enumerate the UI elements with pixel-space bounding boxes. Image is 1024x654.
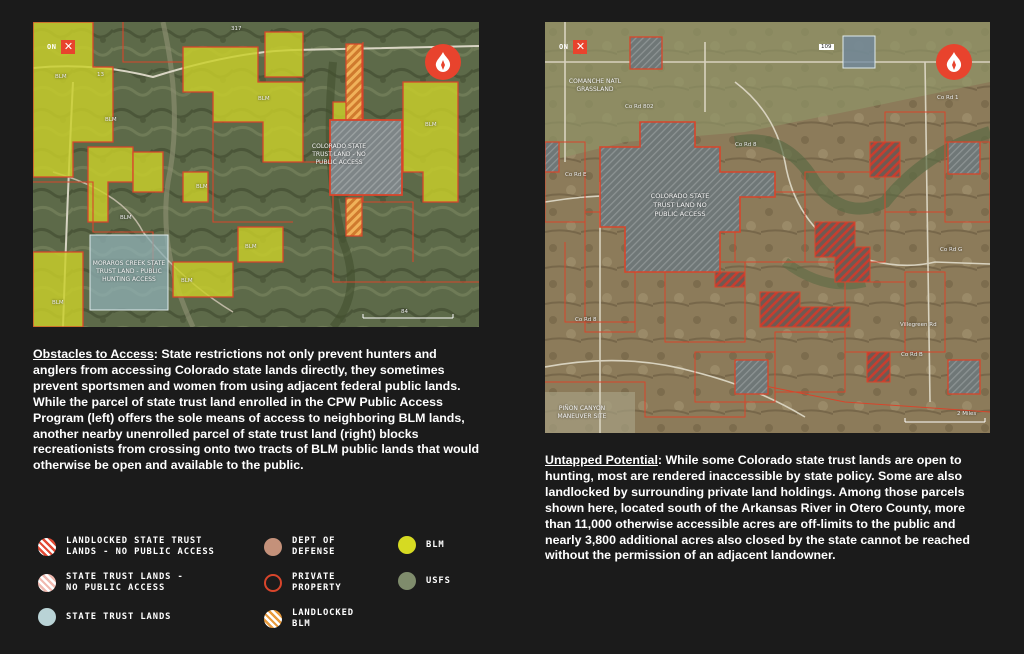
area-label-maneuver-site: PIÑON CANYON MANEUVER SITE bbox=[557, 405, 607, 421]
scale-label: 84 bbox=[401, 309, 408, 315]
legend-label: LANDLOCKED BLM bbox=[292, 608, 354, 629]
road-label: Co Rd 8 bbox=[735, 142, 757, 148]
caption-left bbox=[33, 347, 483, 474]
on-label: ON bbox=[559, 43, 569, 51]
on-badge[interactable] bbox=[559, 40, 587, 54]
blm-label: BLM bbox=[120, 215, 132, 221]
legend-item-state-trust bbox=[38, 608, 171, 626]
blm-label: BLM bbox=[258, 96, 270, 102]
on-badge[interactable] bbox=[47, 40, 75, 54]
caption-title: Untapped Potential bbox=[545, 453, 658, 467]
legend-label: BLM bbox=[426, 539, 445, 550]
solid-swatch-icon bbox=[398, 536, 416, 554]
legend-item-dept-of-defense bbox=[264, 536, 335, 557]
road-label: Co Rd G bbox=[940, 247, 963, 253]
blm-label: BLM bbox=[245, 244, 257, 250]
solid-swatch-icon bbox=[264, 538, 282, 556]
hatch-swatch-icon bbox=[264, 610, 282, 628]
blm-label: BLM bbox=[55, 74, 67, 80]
hatch-swatch-icon bbox=[38, 538, 56, 556]
blm-label: BLM bbox=[181, 278, 193, 284]
road-label: Co Rd 802 bbox=[625, 104, 654, 110]
caption-title: Obstacles to Access bbox=[33, 347, 154, 361]
road-label: Villegreen Rd bbox=[900, 322, 937, 328]
parcel-label-no-access: COLORADO STATE TRUST LAND NO PUBLIC ACCESS bbox=[650, 192, 710, 218]
solid-swatch-icon bbox=[38, 608, 56, 626]
legend-label: LANDLOCKED STATE TRUST LANDS - NO PUBLIC ACCESS bbox=[66, 536, 215, 557]
legend-label: STATE TRUST LANDS bbox=[66, 611, 172, 622]
ring-swatch-icon bbox=[264, 574, 282, 592]
blm-label: BLM bbox=[425, 122, 437, 128]
road-label: Co Rd E bbox=[565, 172, 587, 178]
close-icon[interactable]: ✕ bbox=[573, 40, 587, 54]
flame-logo-icon bbox=[425, 44, 461, 80]
highway-shield: 109 bbox=[821, 44, 832, 50]
blm-label: BLM bbox=[196, 184, 208, 190]
legend-item-usfs bbox=[398, 572, 451, 590]
parcel-label-public-access: MORAROS CREEK STATE TRUST LAND - PUBLIC HUNTING ACCESS bbox=[92, 260, 166, 284]
legend-item-landlocked-blm bbox=[264, 608, 354, 629]
map-right bbox=[545, 22, 990, 433]
road-label: Co Rd 8 bbox=[575, 317, 597, 323]
legend-item-private-property bbox=[264, 572, 342, 593]
close-icon[interactable]: ✕ bbox=[61, 40, 75, 54]
legend-item-landlocked-state-trust bbox=[38, 536, 215, 557]
legend-label: PRIVATE PROPERTY bbox=[292, 572, 342, 593]
caption-body: : While some Colorado state trust lands are open to hunting, most are rendered inaccessible by state policy. Some are also landlocked by surrounding private land holdings. Among those parcels shown here, located south of the Arkansas River in Otero County, more than 11,000 otherwise accessible acres are off-limits to the public and nearly 3,800 additional acres also closed by the state cannot be reached without the permission of an adjacent landowner. bbox=[545, 453, 970, 563]
caption-right bbox=[545, 453, 990, 564]
solid-swatch-icon bbox=[398, 572, 416, 590]
legend-item-state-trust-no-access bbox=[38, 572, 184, 593]
legend-label: STATE TRUST LANDS - NO PUBLIC ACCESS bbox=[66, 572, 184, 593]
blm-label: BLM bbox=[52, 300, 64, 306]
road-label: Co Rd 1 bbox=[937, 95, 959, 101]
parcel-label-no-access: COLORADO STATE TRUST LAND - NO PUBLIC ACCESS bbox=[311, 143, 367, 167]
legend-label: USFS bbox=[426, 575, 451, 586]
area-label-grassland: COMANCHE NATL GRASSLAND bbox=[568, 78, 622, 94]
map-left bbox=[33, 22, 479, 327]
road-label: Co Rd B bbox=[901, 352, 923, 358]
legend-label: DEPT OF DEFENSE bbox=[292, 536, 336, 557]
on-label: ON bbox=[47, 43, 57, 51]
caption-body: : State restrictions not only prevent hunters and anglers from accessing Colorado state lands directly, they sometimes prevent sportsmen and women from using adjacent federal public lands. While the parcel of state trust land enrolled in the CPW Public Access Program (left) offers the sole means of access to neighboring BLM lands, another nearby unenrolled parcel of state trust land (right) blocks recreationists from crossing onto two tracts of BLM public lands that would otherwise be open and available to the public. bbox=[33, 347, 480, 473]
road-label: 317 bbox=[231, 26, 242, 32]
flame-logo-icon bbox=[936, 44, 972, 80]
blm-label: BLM bbox=[105, 117, 117, 123]
scale-label: 2 Miles bbox=[957, 411, 977, 417]
legend-item-blm bbox=[398, 536, 445, 554]
road-label: 13 bbox=[97, 72, 104, 78]
hatch-swatch-icon bbox=[38, 574, 56, 592]
